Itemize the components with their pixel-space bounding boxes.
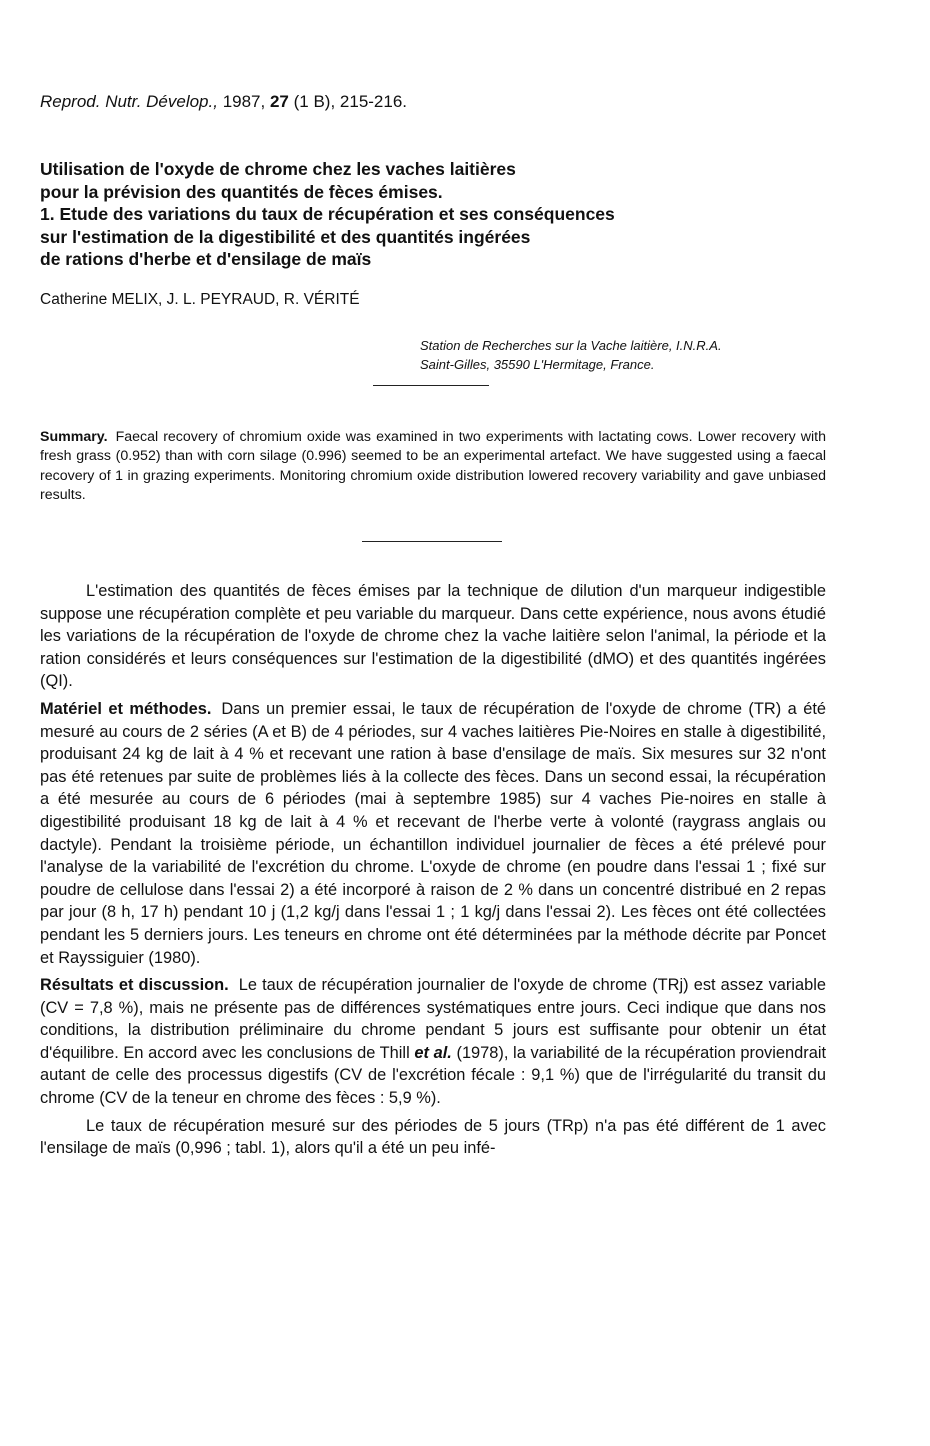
separator-rule <box>373 385 489 386</box>
title-line: sur l'estimation de la digestibilité et des quantités ingérées <box>40 226 531 247</box>
citation-year: 1987, <box>222 92 266 111</box>
results-heading: Résultats et discussion. <box>40 976 229 995</box>
citation-issue-pages: (1 B), 215-216. <box>293 92 408 111</box>
summary-text: Faecal recovery of chromium oxide was examined in two experiments with lactating cows. Lower recovery with fresh grass (0.952) than with corn silage (0.996) seemed to be an experimental artefact. We have suggested using a faecal recovery of 1 in grazing experiments. Monitoring chromium oxide distribution lowered recovery variability and gave unbiased results. <box>40 429 826 504</box>
summary-block <box>40 428 826 506</box>
article-title <box>40 158 840 271</box>
results-text: Le taux de récupération journalier de l'oxyde de chrome (TRj) est assez variable (CV = 7,8 %), mais ne présente pas de différences systématiques entre jours. Ceci indique que dans nos conditions, la distribution préliminaire du chrome pendant 5 jours est suffisante pour obtenir un état d'équilibre. En accord avec les conclusions de Thill <box>40 976 826 1062</box>
title-line: pour la prévision des quantités de fèces émises. <box>40 181 443 202</box>
intro-paragraph: L'estimation des quantités de fèces émises par la technique de dilution d'un marqueur indigestible suppose une récupération complète et peu variable du marqueur. Dans cette expérience, nous avons étudié les variations de la récupération de l'oxyde de chrome chez la vache laitière selon l'animal, la période et la ration considérés et leurs conséquences sur l'estimation de la digestibilité (dMO) et des quantités ingérées (QI). <box>40 582 826 691</box>
results-paragraph <box>40 974 826 1110</box>
closing-paragraph: Le taux de récupération mesuré sur des périodes de 5 jours (TRp) n'a pas été différent de 1 avec l'ensilage de maïs (0,996 ; tabl. 1), alors qu'il a été un peu infé- <box>40 1116 826 1158</box>
methods-paragraph <box>40 698 826 969</box>
affiliation <box>420 336 722 374</box>
et-al-citation: et al. <box>414 1043 452 1062</box>
citation-volume: 27 <box>269 92 289 111</box>
article-body <box>40 580 826 1165</box>
methods-text: Dans un premier essai, le taux de récupération de l'oxyde de chrome (TR) a été mesuré au cours de 2 séries (A et B) de 4 périodes, sur 4 vaches laitières Pie-Noires en stalle à digestibilité, produisant 24 kg de lait à 4 % et recevant une ration à base d'ensilage de maïs. Six mesures sur 32 n'ont pas été retenues par suite de problèmes liés à la collecte des fèces. Dans un second essai, la récupération a été mesurée au cours de 6 périodes (mai à septembre 1985) sur 4 vaches Pie-noires en stalle à digestibilité produisant 18 kg de lait à 4 % et recevant de l'herbe verte à volonté (raygrass anglais ou dactyle). Pendant la troisième période, un échantillon individuel journalier de fèces a été prélevé pour l'analyse de la variabilité de l'excrétion du chrome. L'oxyde de chrome (en poudre dans l'essai 1 ; fixé sur poudre de cellulose dans l'essai 2) a été incorporé à raison de 2 % dans un concentré distribué en 2 repas par jour (8 h, 17 h) pendant 10 j (1,2 kg/j dans l'essai 1 ; 1 kg/j dans l'essai 2). Les fèces ont été collectées pendant les 5 derniers jours. Les teneurs en chrome ont été déterminées par la méthode décrite par Poncet et Rayssiguier (1980). <box>40 699 826 967</box>
summary-label: Summary. <box>40 429 108 445</box>
journal-citation <box>40 92 407 112</box>
separator-rule <box>362 541 502 542</box>
results-text-cont: (1978), la variabilité de la récupération proviendrait autant de celle des processus digestifs (CV de l'excrétion fécale : 9,1 %) que de l'irrégularité du transit du chrome (CV de la teneur en chrome des fèces : 5,9 %). <box>40 1043 827 1108</box>
journal-name: Reprod. Nutr. Dévelop., <box>40 92 218 111</box>
title-line: 1. Etude des variations du taux de récupération et ses conséquences <box>40 204 615 224</box>
author-list: Catherine MELIX, J. L. PEYRAUD, R. VÉRITÉ <box>40 291 360 308</box>
affiliation-line: Saint-Gilles, 35590 L'Hermitage, France. <box>420 357 655 372</box>
affiliation-line: Station de Recherches sur la Vache laitière, I.N.R.A. <box>420 338 722 353</box>
methods-heading: Matériel et méthodes. <box>40 699 212 718</box>
title-line: de rations d'herbe et d'ensilage de maïs <box>40 249 372 269</box>
title-line: Utilisation de l'oxyde de chrome chez les vaches laitières <box>40 159 516 179</box>
